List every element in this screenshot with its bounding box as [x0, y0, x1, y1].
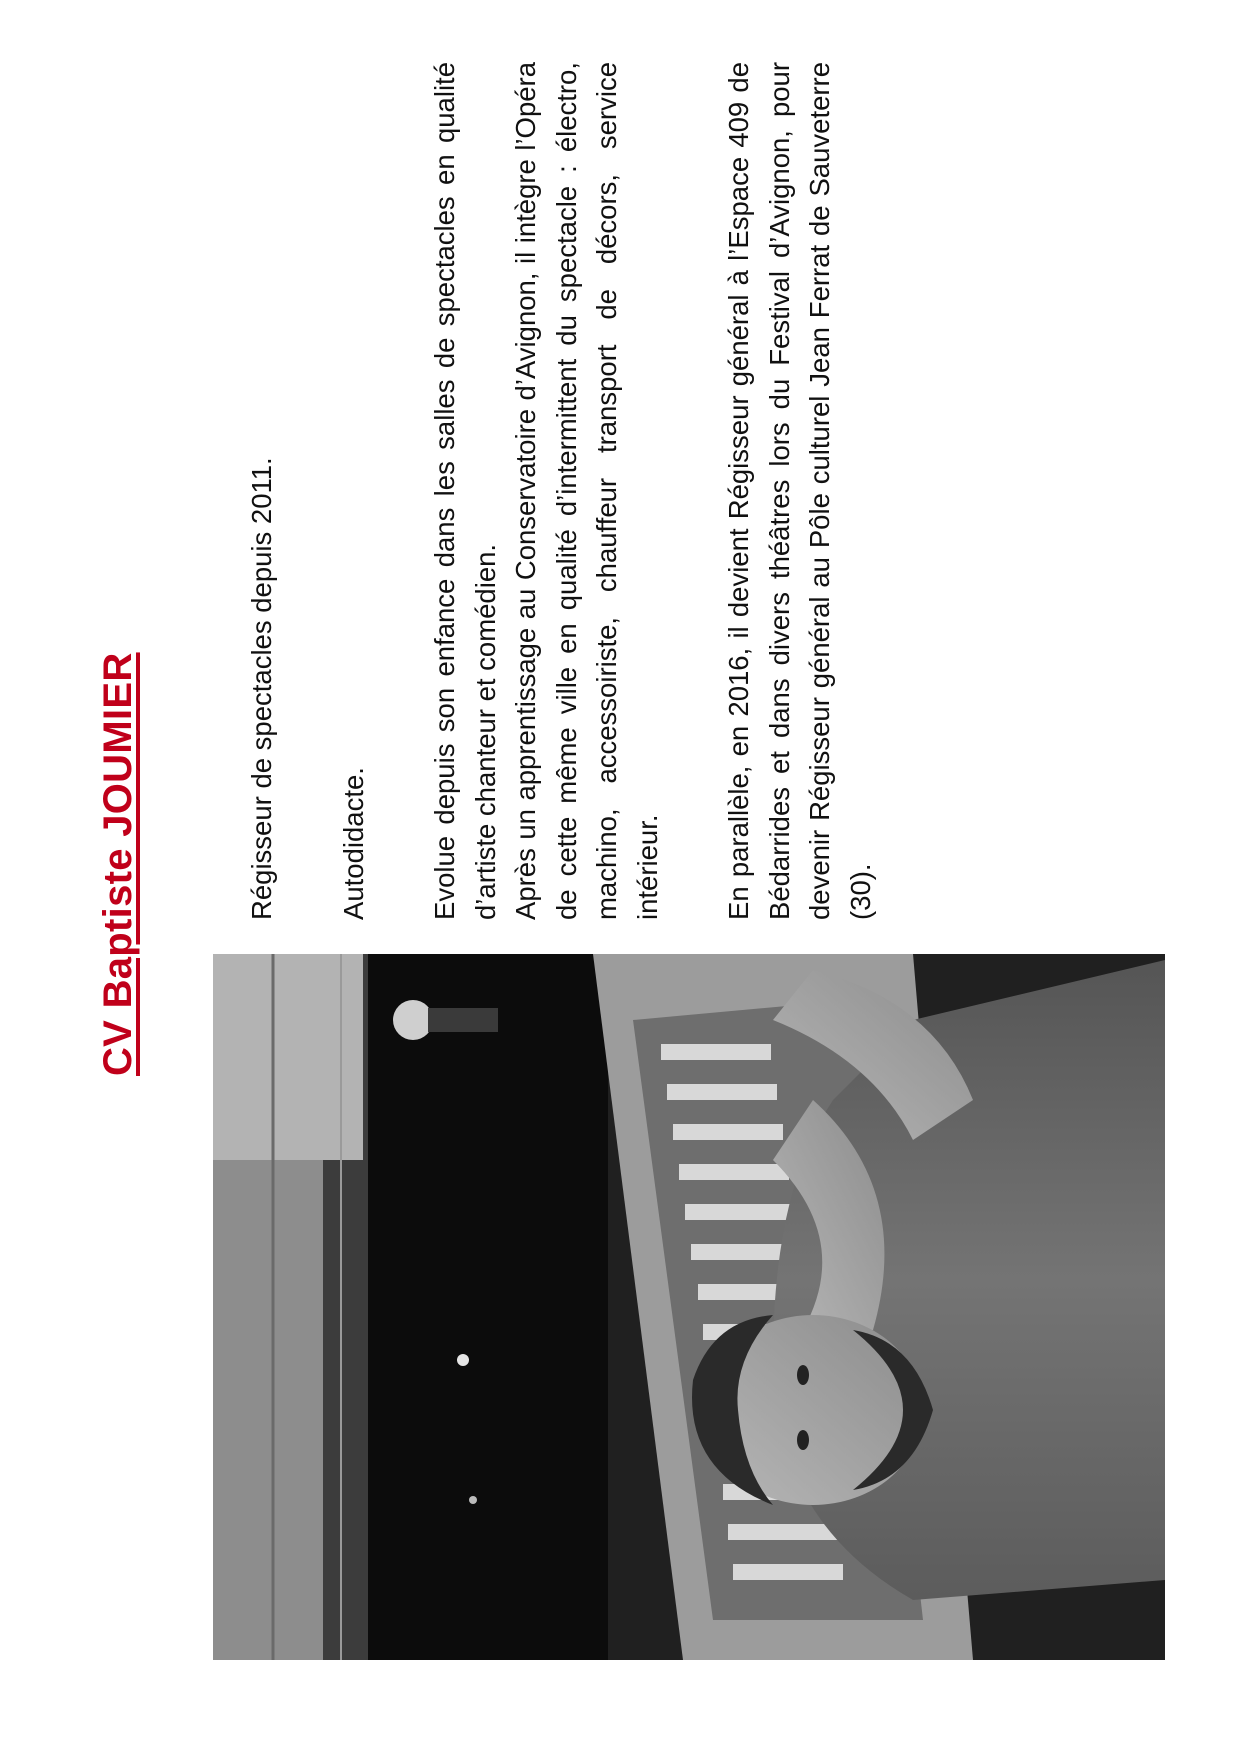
page-title: CV Baptiste JOUMIER: [96, 652, 140, 1076]
bio-paragraph-3: En parallèle, en 2016, il devient Régisseur général à l’Espace 409 de Bédarrides et dans divers théâtres lors du Festival d’Avignon, pour devenir Régisseur général au Pôle culturel Jean Ferrat de Sauveterre (30).: [723, 62, 876, 920]
paragraph-gap: [374, 62, 425, 920]
portrait-photo: [213, 954, 1165, 1660]
role-line: Régisseur de spectacles depuis 2011.: [246, 457, 277, 920]
training-line: Autodidacte.: [337, 767, 369, 920]
bio-paragraph-2: Après un apprentissage au Conservatoire d’Avignon, il intègre l’Opéra de cette même ville en qualité d’intermittent du spectacle : électro, machino, accessoiriste, chauffeur transport de décors, service intérieur.: [510, 62, 663, 920]
paragraph-gap: [668, 62, 719, 920]
bio-paragraph-1: Evolue depuis son enfance dans les salles de spectacles en qualité d’artiste chanteur et comédien.: [429, 62, 501, 920]
bio-text: [242, 62, 881, 920]
paragraph-gap: [283, 62, 334, 920]
